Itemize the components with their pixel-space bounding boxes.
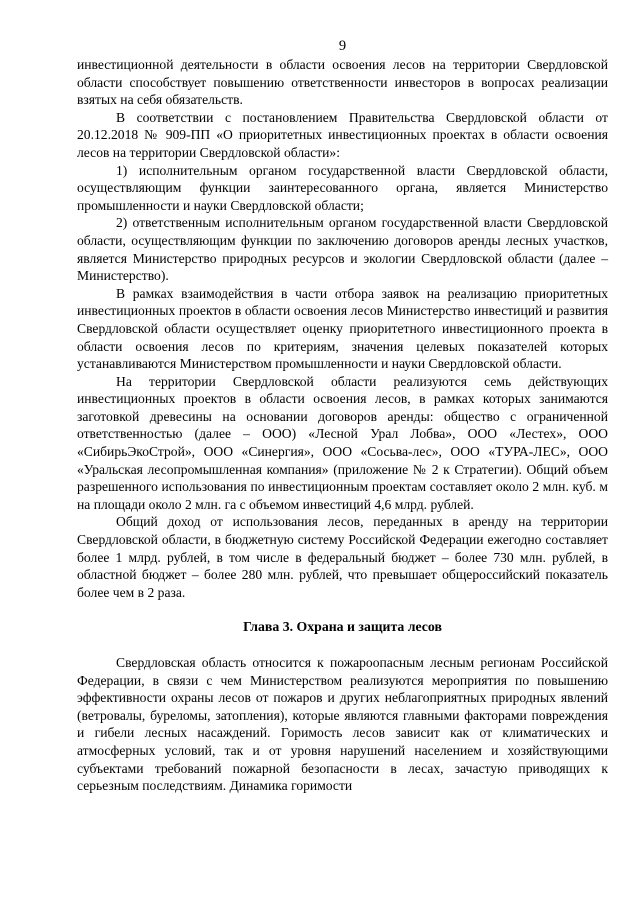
paragraph: В соответствии с постановлением Правительства Свердловской области от 20.12.2018 № 909-ПП «О приоритетных инвестиционных проектах в области освоения лесов на территории Свердловской области»: bbox=[77, 109, 608, 160]
document-page bbox=[77, 36, 608, 795]
paragraph: инвестиционной деятельности в области освоения лесов на территории Свердловской области способствует повышению ответственности инвесторов в вопросах реализации взятых на себя обязательств. bbox=[77, 57, 608, 108]
paragraph: На территории Свердловской области реализуются семь действующих инвестиционных проектов в области освоения лесов, в рамках которых занимаются заготовкой древесины на основании договоров аренды: общество с ограниченной ответственностью (далее – ООО) «Лесной Урал Лобва», ООО «Лестех», ООО «СибирьЭкоСтрой», ООО «Синергия», ООО «Сосьва-лес», ООО «ТУРА-ЛЕС», ООО «Уральская лесопромышленная компания» (приложение № 2 к Стратегии). Общий объем разрешенного использования по инвестиционным проектам составляет около 2 млн. куб. м на площади около 2 млн. га с объемом инвестиций 4,6 млрд. рублей. bbox=[77, 373, 608, 512]
body-text-bottom bbox=[77, 654, 608, 795]
paragraph: В рамках взаимодействия в части отбора заявок на реализацию приоритетных инвестиционных проектов в области освоения лесов Министерство инвестиций и развития Свердловской области осуществляет оценку приоритетного инвестиционного проекта в области освоения лесов по критериям, значения целевых показателей которых устанавливаются Министерством промышленности и науки Свердловской области. bbox=[77, 285, 608, 372]
list-item: 1) исполнительным органом государственной власти Свердловской области, осуществляющим функции заинтересованного органа, является Министерство промышленности и науки Свердловской области; bbox=[77, 162, 608, 213]
body-text-top bbox=[77, 56, 608, 601]
list-item: 2) ответственным исполнительным органом государственной власти Свердловской области, осуществляющим функции по заключению договоров аренды лесных участков, является Министерство природных ресурсов и экологии Свердловской области (далее – Министерство). bbox=[77, 215, 608, 284]
paragraph: Общий доход от использования лесов, переданных в аренду на территории Свердловской области, в бюджетную систему Российской Федерации ежегодно составляет более 1 млрд. рублей, в том числе в федеральный бюджет – более 730 млн. рублей, в областной бюджет – более 280 млн. рублей, что превышает общероссийский показатель более чем в 2 раза. bbox=[77, 514, 608, 600]
page-number: 9 bbox=[338, 38, 347, 54]
paragraph: Свердловская область относится к пожароопасным лесным регионам Российской Федерации, в связи с чем Министерством реализуются мероприятия по повышению эффективности охраны лесов от пожаров и других неблагоприятных природных явлений (ветровалы, буреломы, затопления), которые являются главными факторами повреждения и гибели лесных насаждений. Горимость лесов зависит как от климатических и атмосферных условий, так и от уровня нарушений населением и хозяйствующими субъектами требований пожарной безопасности в лесах, зачастую приводящих к серьезным последствиям. Динамика горимости bbox=[77, 655, 608, 794]
chapter-heading: Глава 3. Охрана и защита лесов bbox=[243, 619, 442, 635]
